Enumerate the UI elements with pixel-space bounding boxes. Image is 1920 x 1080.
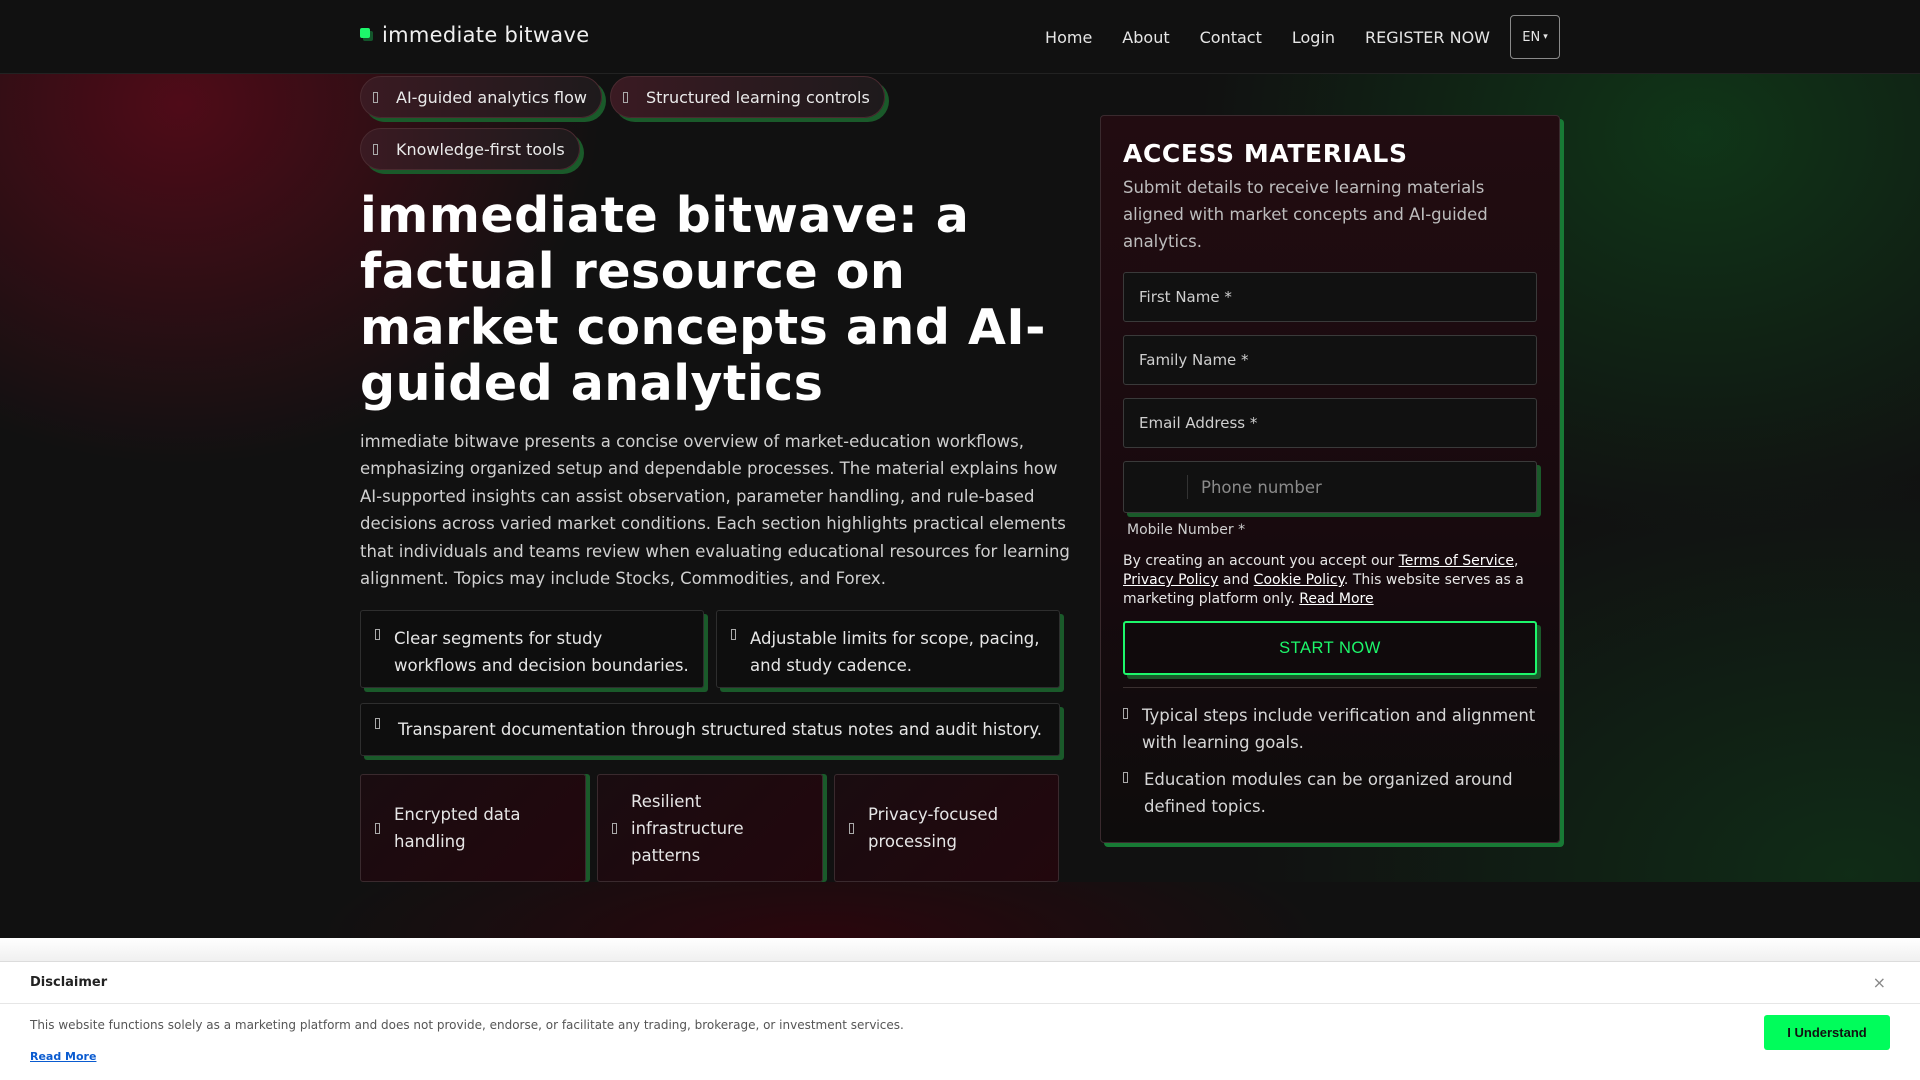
feature-card-limits — [716, 610, 1060, 688]
nav-contact[interactable]: Contact — [1199, 27, 1262, 47]
mini-card-resilient — [597, 774, 823, 882]
phone-input[interactable]: Phone number — [1201, 477, 1322, 497]
mobile-number-label: Mobile Number * — [1127, 522, 1246, 538]
disclaimer-banner — [0, 938, 1920, 1080]
mini-text: Encrypted data handling — [394, 805, 521, 851]
main-nav — [1045, 15, 1560, 59]
gauge-icon — [731, 629, 736, 640]
feature-card-documentation — [360, 703, 1060, 756]
mini-text: Privacy-focused processing — [868, 805, 999, 851]
security-features — [360, 774, 1059, 882]
privacy-policy-link[interactable]: Privacy Policy — [1123, 572, 1219, 588]
feature-card-segments — [360, 610, 704, 688]
mini-card-encrypted — [360, 774, 586, 882]
terms-suffix: . This website serves as a marketing platform only. — [1123, 572, 1524, 607]
family-name-input[interactable]: Family Name * — [1123, 335, 1537, 385]
note-item — [1123, 702, 1537, 756]
hero-description: immediate bitwave presents a concise overview of market-education workflows, emphasizing organized setup and dependable processes. The material explains how AI-supported insights can assist observation, parameter handling, and rule-based decisions across varied market conditions. Each section highlights practical elements that individuals and teams review when evaluating educational resources for learning alignment. Topics may include Stocks, Commodities, and Forex. — [360, 432, 1070, 589]
brand-mark-icon — [360, 28, 374, 42]
layers-icon — [375, 629, 380, 640]
hero-bottom-band — [0, 882, 1920, 938]
disclaimer-text: This website functions solely as a marketing platform and does not provide, endorse, or facilitate any trading, brokerage, or investment services. — [30, 1018, 904, 1032]
nav-login[interactable]: Login — [1291, 27, 1336, 47]
start-now-button[interactable]: START NOW — [1123, 621, 1537, 675]
navbar — [0, 0, 1920, 74]
chip-structured-learning — [610, 76, 885, 118]
terms-prefix: By creating an account you accept our — [1123, 553, 1399, 569]
sliders-icon — [623, 92, 628, 103]
language-code: EN — [1522, 29, 1541, 45]
terms-text — [1123, 552, 1537, 609]
shield-icon — [849, 823, 854, 834]
cookie-policy-link[interactable]: Cookie Policy — [1253, 572, 1344, 588]
nav-home[interactable]: Home — [1045, 27, 1093, 47]
i-understand-button[interactable]: I Understand — [1764, 1015, 1890, 1050]
form-divider — [1123, 687, 1537, 688]
mini-card-privacy — [834, 774, 1059, 882]
disclaimer-top-fade — [0, 938, 1920, 962]
chip-knowledge-first — [360, 128, 580, 170]
feature-text: Clear segments for study workflows and decision boundaries. — [394, 629, 689, 675]
graduation-icon — [1123, 772, 1128, 783]
first-name-input[interactable]: First Name * — [1123, 272, 1537, 322]
note-item — [1123, 766, 1537, 820]
book-icon — [373, 144, 378, 155]
feature-row-1 — [360, 610, 1060, 688]
language-selector[interactable] — [1510, 15, 1560, 59]
form-notes — [1123, 702, 1537, 820]
disclaimer-title: Disclaimer — [30, 975, 108, 990]
chip-label: Knowledge-first tools — [396, 139, 565, 159]
feature-text: Transparent documentation through structured status notes and audit history. — [398, 720, 1043, 739]
feature-text: Adjustable limits for scope, pacing, and study cadence. — [750, 629, 1040, 675]
close-icon[interactable]: × — [1872, 973, 1886, 992]
terms-of-service-link[interactable]: Terms of Service — [1398, 553, 1514, 569]
note-text: Education modules can be organized around defined topics. — [1144, 770, 1513, 816]
email-input[interactable]: Email Address * — [1123, 398, 1537, 448]
lock-icon — [375, 823, 380, 834]
chevron-down-icon: ▾ — [1543, 32, 1548, 42]
nav-register-now[interactable]: REGISTER NOW — [1365, 27, 1490, 47]
terms-read-more-link[interactable]: Read More — [1299, 591, 1374, 607]
feature-chips — [360, 76, 900, 170]
country-code-selector[interactable] — [1124, 475, 1188, 499]
terms-comma: , — [1514, 553, 1519, 569]
form-title: ACCESS MATERIALS — [1123, 139, 1408, 168]
note-text: Typical steps include verification and alignment with learning goals. — [1142, 706, 1536, 752]
form-subtitle: Submit details to receive learning materials aligned with market concepts and AI-guided analytics. — [1123, 178, 1488, 251]
brand-name: immediate bitwave — [382, 23, 590, 47]
mini-text: Resilient infrastructure patterns — [631, 791, 744, 865]
form-fields — [1123, 272, 1537, 513]
chip-label: AI-guided analytics flow — [396, 87, 587, 107]
brand-logo[interactable] — [360, 23, 589, 47]
page-title: immediate bitwave: a factual resource on market concepts and AI-guided analytics — [360, 187, 1046, 412]
disclaimer-read-more-link[interactable]: Read More — [30, 1050, 97, 1063]
nav-about[interactable]: About — [1122, 27, 1170, 47]
signup-panel — [1100, 115, 1560, 843]
disclaimer-body — [0, 1004, 1920, 1076]
chart-icon — [373, 92, 378, 103]
check-icon — [1123, 708, 1128, 719]
feature-row-2 — [360, 703, 1060, 756]
server-icon — [612, 823, 617, 834]
document-icon — [375, 718, 380, 729]
disclaimer-header — [0, 962, 1920, 1004]
terms-and: and — [1218, 572, 1254, 588]
chip-label: Structured learning controls — [645, 87, 870, 107]
chip-ai-guided — [360, 76, 602, 118]
phone-field — [1123, 461, 1537, 513]
